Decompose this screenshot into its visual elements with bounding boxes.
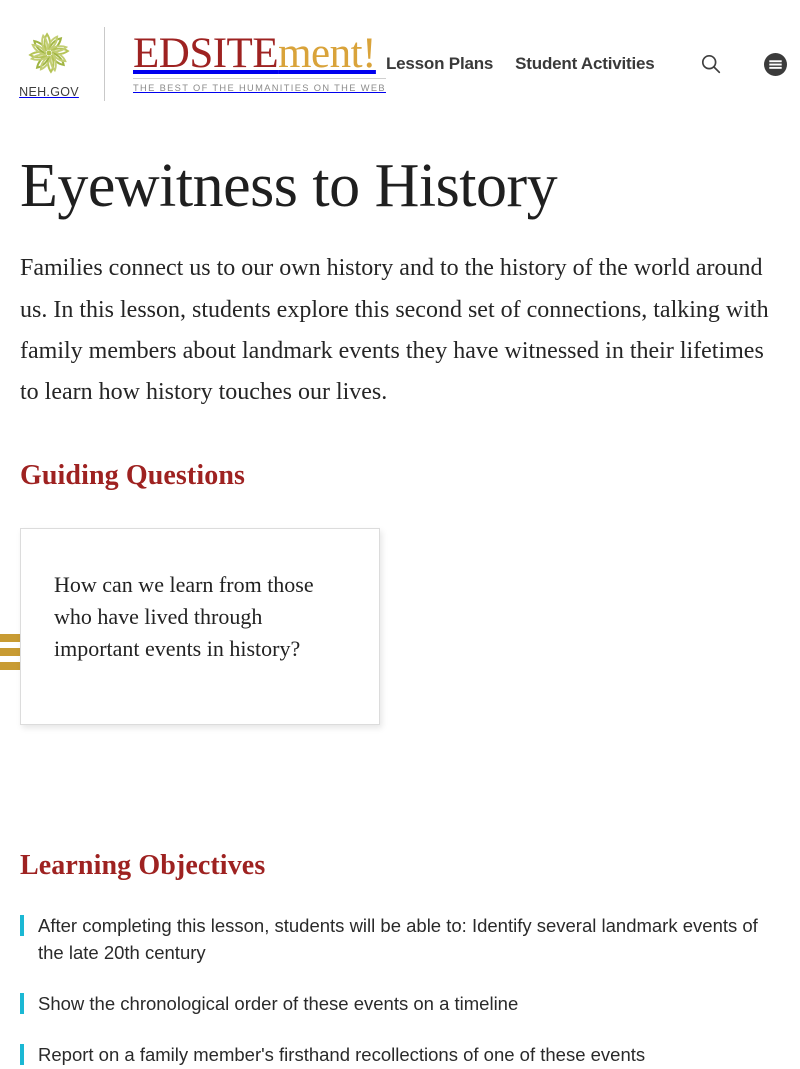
edsitement-wordmark-gold: ment! — [278, 29, 376, 77]
gold-accent-bar — [0, 648, 20, 656]
nav-item-lesson-plans[interactable]: Lesson Plans — [385, 54, 494, 73]
edsitement-rule — [133, 78, 386, 79]
list-item: Show the chronological order of these events on a timeline — [20, 990, 780, 1018]
gold-accent-bar — [0, 634, 20, 642]
nav-item-student-activities[interactable]: Student Activities — [515, 54, 655, 73]
learning-objectives-list — [20, 912, 780, 1069]
brand-divider — [104, 27, 105, 101]
search-button[interactable] — [698, 51, 724, 77]
main-content — [0, 154, 800, 1069]
neh-rosette-icon — [26, 30, 72, 76]
brand-logo-link[interactable] — [20, 14, 386, 114]
menu-button[interactable] — [763, 51, 789, 77]
guiding-question-text: How can we learn from those who have lived through important events in history? — [54, 571, 314, 661]
guiding-question-card[interactable] — [20, 528, 380, 725]
lesson-intro-paragraph: Families connect us to our own history and to the history of the world around us. In this lesson, students explore this second set of connections, talking with family members about landmark events they have witnessed in their lifetimes to learn how history touches our lives. — [20, 255, 769, 406]
edsitement-wordmark — [133, 29, 386, 77]
guiding-questions-region — [20, 528, 780, 728]
edsitement-wordmark-red: EDSITE — [133, 29, 279, 77]
hamburger-menu-icon — [763, 52, 788, 77]
main-navigation — [386, 51, 791, 77]
site-header — [0, 0, 800, 128]
edsitement-logo — [133, 29, 386, 95]
list-item: Report on a family member's firsthand recollections of one of these events — [20, 1041, 780, 1069]
guiding-questions-heading: Guiding Questions — [20, 459, 246, 491]
neh-gov-label: NEH.GOV — [19, 84, 79, 99]
page-title: Eyewitness to History — [20, 152, 558, 220]
search-icon — [699, 52, 723, 76]
gold-accent-bar — [0, 662, 20, 670]
gold-accent-bars — [0, 634, 20, 670]
edsitement-tagline: THE BEST OF THE HUMANITIES ON THE WEB — [133, 83, 386, 94]
list-item: After completing this lesson, students will be able to: Identify several landmark events of the late 20th century — [20, 912, 780, 968]
learning-objectives-heading: Learning Objectives — [20, 849, 266, 881]
neh-gov-logo[interactable] — [20, 30, 78, 99]
